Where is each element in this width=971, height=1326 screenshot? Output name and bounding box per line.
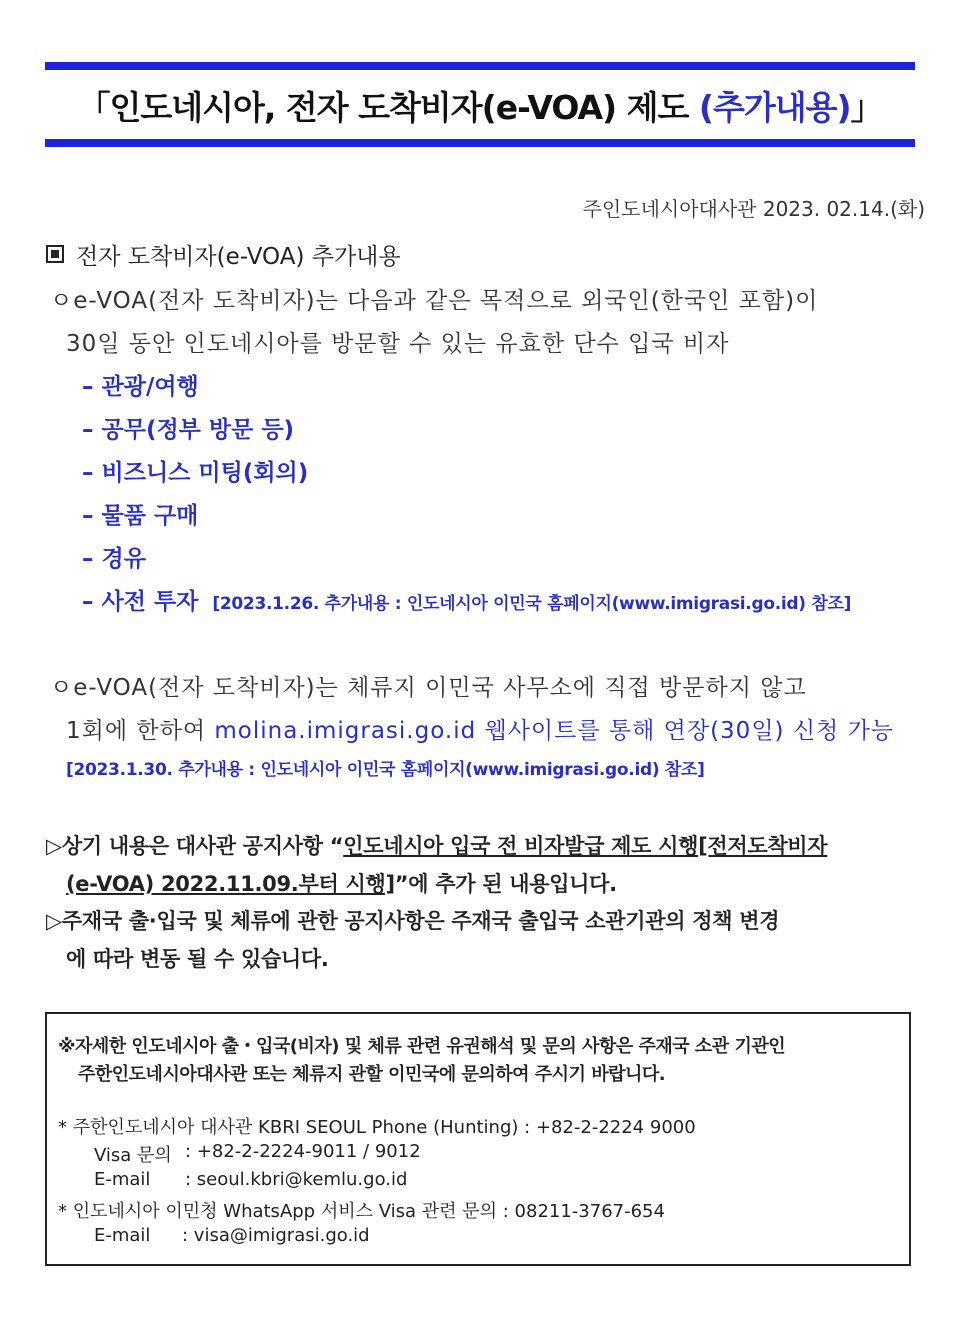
para2-reference: [2023.1.30. 추가내용 : 인도네시아 이민국 홈페이지(www.imigrasi.go.id) 참조] <box>66 760 705 780</box>
title-suffix: 」 <box>850 88 883 127</box>
para2-prefix: 1회에 한하여 <box>66 718 215 744</box>
purpose-item-investment <box>82 583 851 616</box>
notice-link-text[interactable]: (e-VOA) 2022.11.09.부터 시행] <box>66 872 395 896</box>
title-highlight: (추가내용) <box>698 88 851 127</box>
box-notice-line2: 주한인도네시아대사관 또는 체류지 관할 이민국에 문의하여 주시기 바랍니다. <box>78 1064 666 1085</box>
title-top-bar <box>45 62 915 70</box>
email-label: E-mail <box>94 1169 151 1190</box>
section-heading <box>46 238 401 271</box>
box-notice-line1: ※자세한 인도네시아 출・입국(비자) 및 체류 관련 유권해석 및 문의 사항은 주재국 소관 기관인 <box>58 1036 786 1057</box>
issue-date: 주인도네시아대사관 2023. 02.14.(화) <box>582 197 925 221</box>
visa-label: Visa 문의 <box>94 1145 172 1166</box>
title-bottom-bar <box>45 139 915 147</box>
notice-prefix: ▷상기 내용은 대사관 공지사항 “ <box>46 834 344 858</box>
section-heading-text: 전자 도착비자(e-VOA) 추가내용 <box>76 244 401 270</box>
para2-line1: ㅇe-VOA(전자 도착비자)는 체류지 이민국 사무소에 직접 방문하지 않고 <box>50 675 807 701</box>
purpose-item: – 관광/여행 <box>82 374 199 400</box>
purpose-item-label: – 사전 투자 <box>82 589 199 615</box>
purpose-item: – 공무(정부 방문 등) <box>82 417 295 443</box>
email-label: E-mail <box>94 1225 151 1246</box>
square-bullet-icon <box>46 245 64 263</box>
extension-link-text: molina.imigrasi.go.id 웹사이트를 통해 연장(30일) 신청 가능 <box>214 718 895 744</box>
para2-line2 <box>66 712 894 745</box>
purpose-item: – 물품 구매 <box>82 503 199 529</box>
para1-line2: 30일 동안 인도네시아를 방문할 수 있는 유효한 단수 입국 비자 <box>66 331 730 357</box>
visa-phone: : +82-2-2224-9011 / 9012 <box>185 1141 421 1162</box>
para1-line1: ㅇe-VOA(전자 도착비자)는 다음과 같은 목적으로 외국인(한국인 포함)이 <box>50 288 819 314</box>
purpose-item: – 경유 <box>82 546 146 572</box>
title-main: 「인도네시아, 전자 도착비자(e-VOA) 제도 <box>77 88 699 127</box>
purpose-item: – 비즈니스 미팅(회의) <box>82 460 309 486</box>
embassy-email: : seoul.kbri@kemlu.go.id <box>185 1169 408 1190</box>
immigration-contact: * 인도네시아 이민청 WhatsApp 서비스 Visa 관련 문의 : 08211-3767-654 <box>58 1201 665 1222</box>
page-title <box>45 82 915 129</box>
notice-link-text[interactable]: 인도네시아 입국 전 비자발급 제도 시행[전저도착비자 <box>343 834 828 858</box>
notice-line2 <box>66 868 617 898</box>
notice-line1 <box>46 830 827 860</box>
immigration-email: : visa@imigrasi.go.id <box>182 1225 370 1246</box>
embassy-contact: * 주한인도네시아 대사관 KBRI SEOUL Phone (Hunting) : +82-2-2224 9000 <box>58 1117 696 1138</box>
policy-note-line2: 에 따라 변동 될 수 있습니다. <box>66 947 329 971</box>
notice-suffix: ”에 추가 된 내용입니다. <box>394 872 617 896</box>
policy-note-line1: ▷주재국 출·입국 및 체류에 관한 공지사항은 주재국 출입국 소관기관의 정책 변경 <box>46 909 780 933</box>
item-reference: [2023.1.26. 추가내용 : 인도네시아 이민국 홈페이지(www.imigrasi.go.id) 참조] <box>212 594 852 614</box>
